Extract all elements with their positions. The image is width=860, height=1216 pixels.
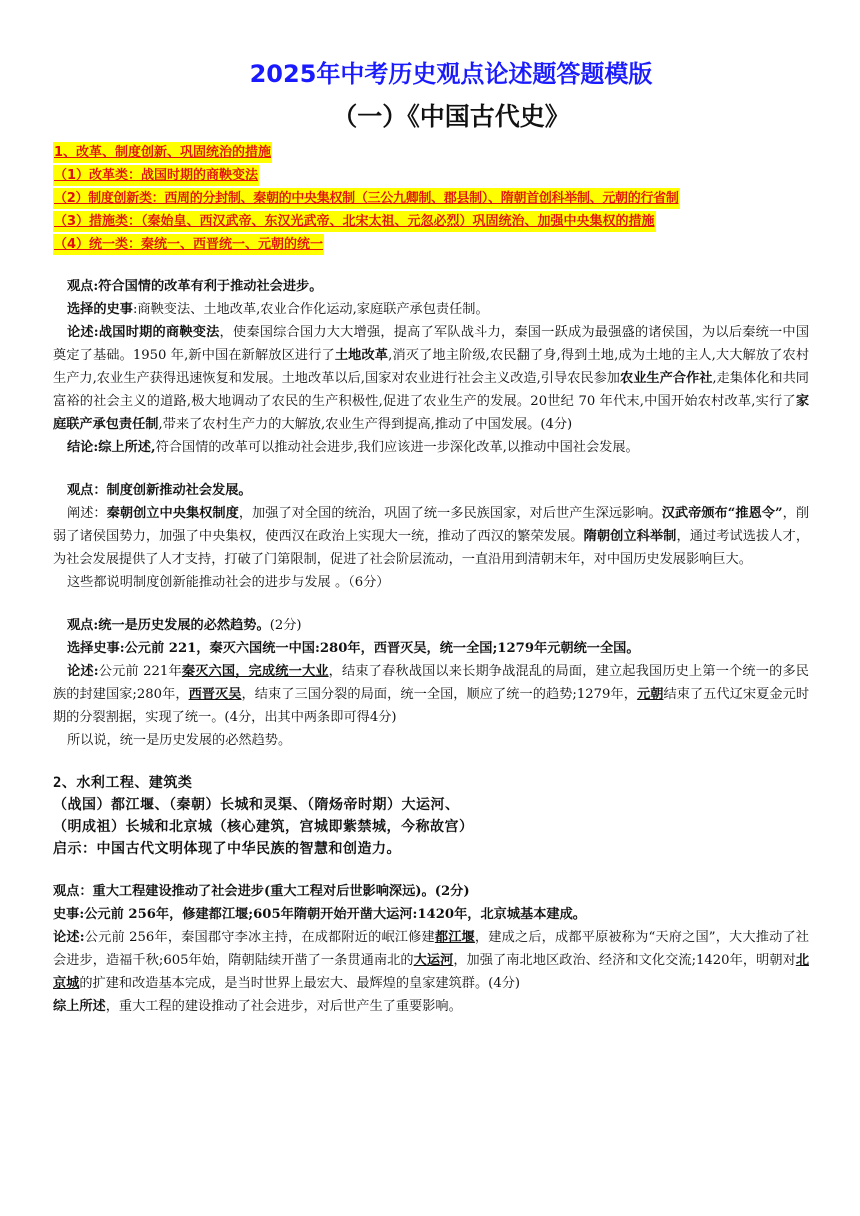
key-term: 北京城 xyxy=(53,953,809,991)
section-line: （明成祖）长城和北京城（核心建筑，宫城即紫禁城，今称故宫） xyxy=(53,819,474,835)
argument-text: ,走集体化和共同富裕的社会主义的道路,极大地调动了农民的生产积极性,促进了农业生产的发展。20世纪 70 年代末,中国开始农村改革,实行了 xyxy=(53,371,809,409)
key-term: 秦灭六国，完成统一大业 xyxy=(181,664,329,679)
outline-item: （4）统一类：秦统一、西晋统一、元朝的统一 xyxy=(53,234,324,255)
key-term: 隋朝创立科举制 xyxy=(583,529,677,544)
reform-block xyxy=(53,275,809,459)
institution-block xyxy=(53,479,809,594)
argument-label: 论述: xyxy=(67,325,99,340)
key-term: 元朝 xyxy=(636,687,664,702)
engineering-block xyxy=(53,880,809,1018)
highlighted-outline xyxy=(53,140,809,255)
document-subtitle: （一）《中国古代史》 xyxy=(332,102,570,131)
unification-block xyxy=(53,614,809,752)
view-label: 观点: xyxy=(67,279,99,294)
key-term: 汉武帝颁布“推恩令” xyxy=(661,506,783,521)
conclusion-label: 结论:综上所述, xyxy=(67,440,156,455)
argument-label: 论述: xyxy=(67,664,99,679)
key-term: 都江堰 xyxy=(434,930,475,945)
outline-item: （2）制度创新类：西周的分封制、秦朝的中央集权制（三公九卿制、郡县制）、隋朝首创科举制、元朝的行省制 xyxy=(53,188,680,209)
view-text: 观点：重大工程建设推动了社会进步(重大工程对后世影响深远)。(2分) xyxy=(53,884,470,899)
section-insight: 启示：中国古代文明体现了中华民族的智慧和创造力。 xyxy=(53,841,401,857)
view-text: 观点:统一是历史发展的必然趋势。 xyxy=(67,618,270,633)
conclusion-text: 符合国情的改革可以推动社会进步,我们应该进一步深化改革,以推动中国社会发展。 xyxy=(155,440,639,455)
argument-text: ，使秦国综合国力大大增强，提高了军队战斗力，秦国一跃成为最强盛的诸侯国，为以后秦统一中国奠定了基础。1950 年,新中国在新解放区进行了 xyxy=(53,325,810,363)
argument-text: ，削弱了诸侯国势力，加强了中央集权，使西汉在政治上实现大一统，推动了西汉的繁荣发展。 xyxy=(53,506,810,544)
argument-text: 公元前 256年，秦国郡守李冰主持，在成都附近的岷江修建 xyxy=(84,930,435,945)
key-term: 西晋灭吴 xyxy=(188,687,242,702)
argument-text: 结束了五代辽宋夏金元时期的分裂割据，实现了统一。(4分，出其中两条即可得4分) xyxy=(53,687,810,725)
argument-text: 的扩建和改造基本完成，是当时世界上最宏大、最辉煌的皇家建筑群。(4分) xyxy=(79,976,521,991)
conclusion-label: 综上所述 xyxy=(53,999,106,1014)
argument-text: ,带来了农村生产力的大解放,农业生产得到提高,推动了中国发展。(4分) xyxy=(158,417,573,432)
outline-item: 1、改革、制度创新、巩固统治的措施 xyxy=(53,142,272,163)
history-text: :商鞅变法、土地改革,农业合作化运动,家庭联产承包责任制。 xyxy=(132,302,489,317)
argument-text: ，结束了春秋战国以来长期争战混乱的局面，建立起我国历史上第一个统一的多民族的封建国家;280年， xyxy=(53,664,809,702)
key-term: 大运河 xyxy=(413,953,454,968)
key-term: 土地改革 xyxy=(334,348,389,363)
key-term: 秦朝创立中央集权制度 xyxy=(106,506,239,521)
argument-text: ，加强了对全国的统治，巩固了统一多民族国家，对后世产生深远影响。 xyxy=(238,506,662,521)
key-term: 家庭联产承包责任制 xyxy=(53,394,809,432)
engineering-section xyxy=(53,772,809,860)
key-term: 农业生产合作社 xyxy=(620,371,713,386)
view-text: 观点：制度创新推动社会发展。 xyxy=(67,483,252,498)
outline-item: （3）措施类：（秦始皇、西汉武帝、东汉光武帝、北宋太祖、元忽必烈）巩固统治、加强中央集权的措施 xyxy=(53,211,656,232)
conclusion-text: ，重大工程的建设推动了社会进步，对后世产生了重要影响。 xyxy=(105,999,462,1014)
document-page xyxy=(53,58,809,1018)
argument-label: 论述: xyxy=(53,930,85,945)
key-term: 战国时期的商鞅变法 xyxy=(98,325,220,340)
argument-label: 阐述： xyxy=(67,506,107,521)
argument-text: ，通过考试选拔人才，为社会发展提供了人才支持，打破了门第限制，促进了社会阶层流动，一直沿用到清朝末年，对中国历史发展影响巨大。 xyxy=(53,529,810,567)
view-text: 符合国情的改革有利于推动社会进步。 xyxy=(98,279,323,294)
conclusion-text: 这些都说明制度创新能推动社会的进步与发展 。（6分） xyxy=(67,575,390,590)
section-heading: 2、水利工程、建筑类 xyxy=(53,775,193,791)
argument-text: ，加强了南北地区政治、经济和文化交流;1420年，明朝对 xyxy=(453,953,796,968)
history-text: 史事:公元前 256年，修建都江堰;605年隋朝开始开凿大运河:1420年，北京城基本建成。 xyxy=(53,907,586,922)
argument-text: ，结束了三国分裂的局面，统一全国，顺应了统一的趋势;1279年， xyxy=(241,687,637,702)
history-label: 选择的史事 xyxy=(67,302,133,317)
document-title: 2025年中考历史观点论述题答题模版 xyxy=(249,60,653,88)
history-text: 选择史事:公元前 221，秦灭六国统一中国:280年，西晋灭吴，统一全国;1279年元朝统一全国。 xyxy=(67,641,640,656)
argument-text: ，建成之后，成都平原被称为“天府之国”，大大推动了社会进步，造福千秋;605年始，隋朝陆续开凿了一条贯通南北的 xyxy=(53,930,809,968)
argument-text: 公元前 221年 xyxy=(98,664,182,679)
section-line: （战国）都江堰、（秦朝）长城和灵渠、（隋炀帝时期）大运河、 xyxy=(53,797,460,813)
score-text: (2分) xyxy=(269,618,302,633)
argument-text: ,消灭了地主阶级,农民翻了身,得到土地,成为土地的主人,大大解放了农村生产力,农业生产获得迅速恢复和发展。土地改革以后,国家对农业进行社会主义改造,引导农民参加 xyxy=(53,348,810,386)
outline-item: （1）改革类：战国时期的商鞅变法 xyxy=(53,165,259,186)
conclusion-text: 所以说，统一是历史发展的必然趋势。 xyxy=(67,733,292,748)
